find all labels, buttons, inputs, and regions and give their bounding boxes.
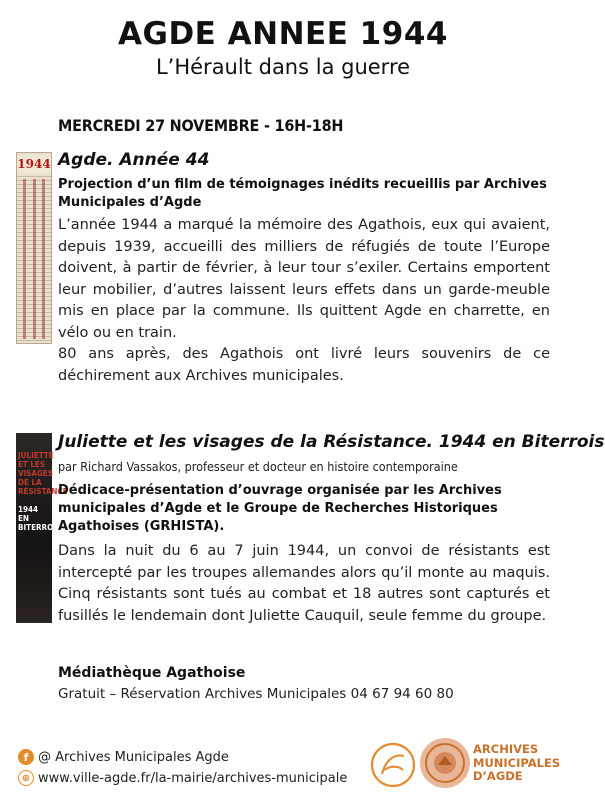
book-cover-line: RÉSISTANCE: [18, 487, 68, 496]
facebook-icon: f: [18, 749, 34, 765]
venue-info: Gratuit – Réservation Archives Municipales 04 67 94 60 80: [58, 686, 454, 702]
book-cover-subtitle: EN BITERROIS: [18, 514, 62, 532]
facebook-label: @ Archives Municipales Agde: [38, 749, 229, 765]
newspaper-thumbnail-label: 1944: [17, 157, 51, 171]
venue-name: Médiathèque Agathoise: [58, 665, 246, 681]
event1-body: [58, 215, 550, 387]
event1-body-paragraph-2: 80 ans après, des Agathois ont livré leurs souvenirs de ce déchirement aux Archives municipales.: [58, 346, 550, 384]
globe-icon: ⊕: [18, 770, 34, 786]
archives-name-line: MUNICIPALES: [473, 755, 561, 770]
event2-author: par Richard Vassakos, professeur et docteur en histoire contemporaine: [58, 459, 458, 474]
page-title: AGDE ANNEE 1944: [118, 16, 448, 52]
agde-logo: [368, 740, 418, 790]
book-cover-line: JULIETTE: [18, 451, 54, 460]
book-cover-subtitle: 1944: [18, 505, 39, 514]
book-cover-line: ET LES: [18, 460, 46, 469]
event2-lead: Dédicace-présentation d’ouvrage organisée par les Archives municipales d’Agde et le Groupe de Recherches Historiques Agathoises (GRHISTA).: [58, 483, 502, 534]
event1-body-paragraph-1: L’année 1944 a marqué la mémoire des Agathois, eux qui avaient, depuis 1939, accueilli des milliers de réfugiés de toute l’Europe doivent, à partir de février, à leur tour s’exiler. Certains emportent leur mobilier, d’autres laissent leurs effets dans un garde-meuble mis en place par la commune. Ils quittent Agde en charrette, en vélo ou en train.: [58, 217, 550, 341]
event1-title: Agde. Année 44: [58, 150, 210, 170]
archives-seal-logo: [418, 736, 472, 790]
book-cover-line: DE LA: [18, 478, 42, 487]
event2-title: Juliette et les visages de la Résistance. 1944 en Biterrois: [58, 432, 605, 452]
archives-name-line: ARCHIVES: [473, 742, 539, 756]
date-heading: MERCREDI 27 NOVEMBRE - 16H-18H: [58, 116, 344, 135]
event1-lead: Projection d’un film de témoignages inédits recueillis par Archives Municipales d’Agde: [58, 177, 547, 210]
website-link[interactable]: www.ville-agde.fr/la-mairie/archives-municipale: [38, 770, 348, 786]
website-row[interactable]: [18, 768, 347, 788]
book-cover-thumbnail: [16, 433, 68, 623]
event2-body: Dans la nuit du 6 au 7 juin 1944, un convoi de résistants est intercepté par les troupes allemandes alors qu’il monte au maquis. Cinq résistants sont tués au combat et 18 autres sont capturés et fusillés le lendemain dont Juliette Cauquil, seule femme du groupe.: [58, 543, 550, 624]
book-cover-line: VISAGES: [18, 469, 54, 478]
archives-name-line: D’AGDE: [473, 769, 523, 783]
facebook-row[interactable]: [18, 747, 229, 767]
newspaper-thumbnail: [16, 152, 52, 344]
page-subtitle: L’Hérault dans la guerre: [155, 55, 411, 79]
archives-name: [473, 743, 563, 784]
